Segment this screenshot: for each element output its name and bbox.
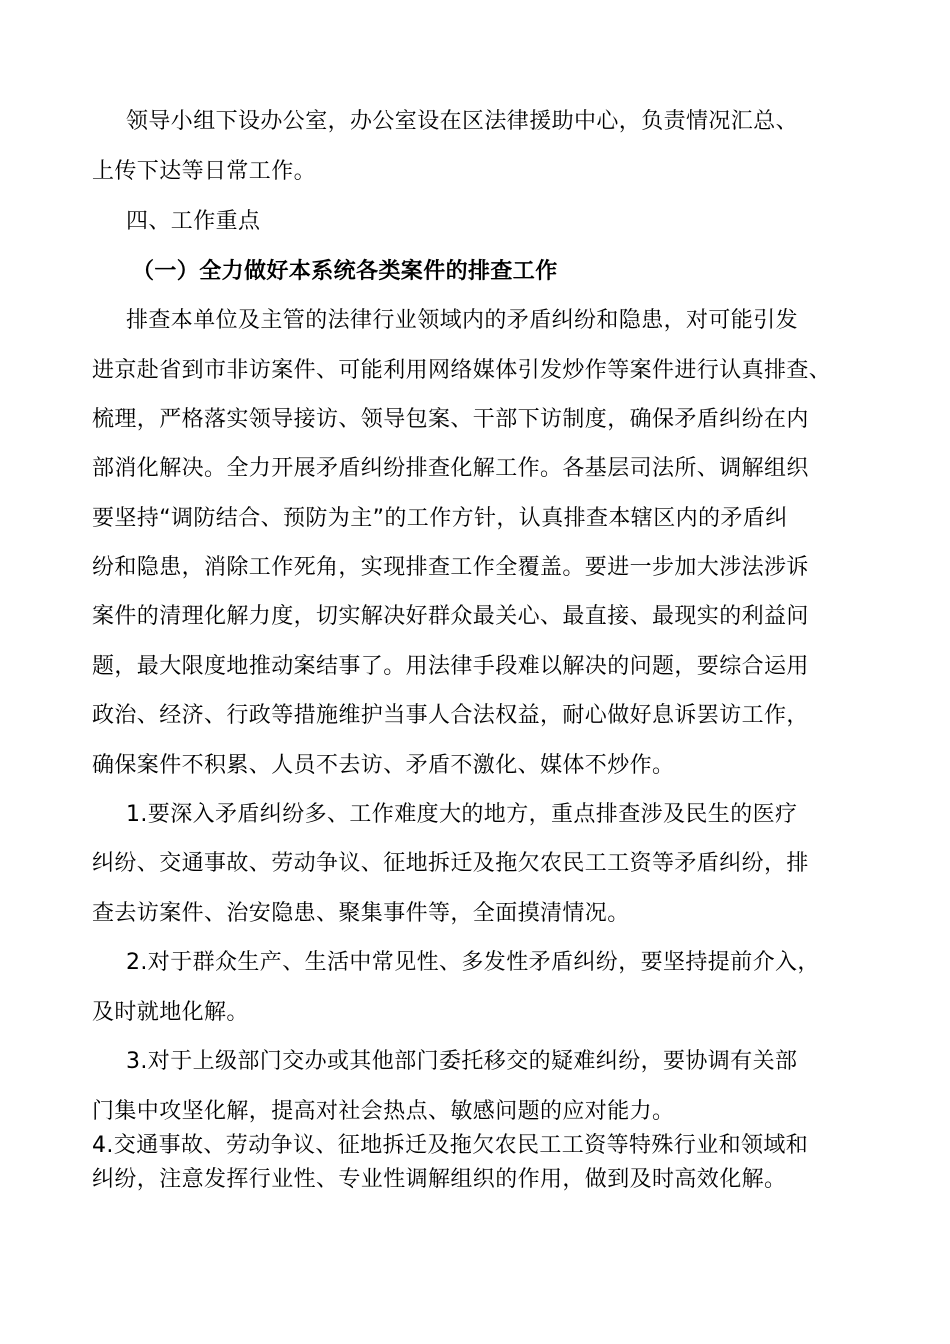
text-line: 梳理，严格落实领导接访、领导包案、干部下访制度，确保矛盾纠纷在内 [92,407,809,432]
list-item-line: 纠纷、交通事故、劳动争议、征地拆迁及拖欠农民工工资等矛盾纠纷，排 [92,851,809,876]
text-line: 要坚持“调防结合、预防为主”的工作方针，认真排查本辖区内的矛盾纠 [92,506,788,531]
text-line: 案件的清理化解力度，切实解决好群众最关心、最直接、最现实的利益问 [92,604,809,629]
subsection-heading: （一）全力做好本系统各类案件的排查工作 [132,259,558,284]
list-item-line: 纠纷，注意发挥行业性、专业性调解组织的作用，做到及时高效化解。 [92,1167,787,1192]
list-item-line: 4.交通事故、劳动争议、征地拆迁及拖欠农民工工资等特殊行业和领域和 [92,1133,809,1158]
text-line: 领导小组下设办公室，办公室设在区法律援助中心，负责情况汇总、 [126,109,799,134]
text-line: 排查本单位及主管的法律行业领域内的矛盾纠纷和隐患，对可能引发 [126,308,799,333]
list-item-line: 查去访案件、治安隐患、聚集事件等，全面摸清情况。 [92,901,630,926]
list-item-line: 3.对于上级部门交办或其他部门委托移交的疑难纠纷，要协调有关部 [126,1049,798,1074]
list-item-line: 2.对于群众生产、生活中常见性、多发性矛盾纠纷，要坚持提前介入， [126,950,820,975]
section-heading: 四、工作重点 [126,209,261,234]
text-line: 纷和隐患，消除工作死角，实现排查工作全覆盖。要进一步加大涉法涉诉 [92,555,809,580]
list-item-line: 及时就地化解。 [92,1000,249,1025]
text-line: 进京赴省到市非访案件、可能利用网络媒体引发炒作等案件进行认真排查、 [92,358,832,383]
text-line: 部消化解决。全力开展矛盾纠纷排查化解工作。各基层司法所、调解组织 [92,456,809,481]
text-line: 政治、经济、行政等措施维护当事人合法权益，耐心做好息诉罢访工作， [92,703,809,728]
list-item-line: 1.要深入矛盾纠纷多、工作难度大的地方，重点排查涉及民生的医疗 [126,802,798,827]
text-line: 确保案件不积累、人员不去访、矛盾不激化、媒体不炒作。 [92,753,675,778]
list-item-line: 门集中攻坚化解，提高对社会热点、敏感问题的应对能力。 [92,1099,675,1124]
text-line: 上传下达等日常工作。 [92,159,317,184]
text-line: 题，最大限度地推动案结事了。用法律手段难以解决的问题，要综合运用 [92,654,809,679]
